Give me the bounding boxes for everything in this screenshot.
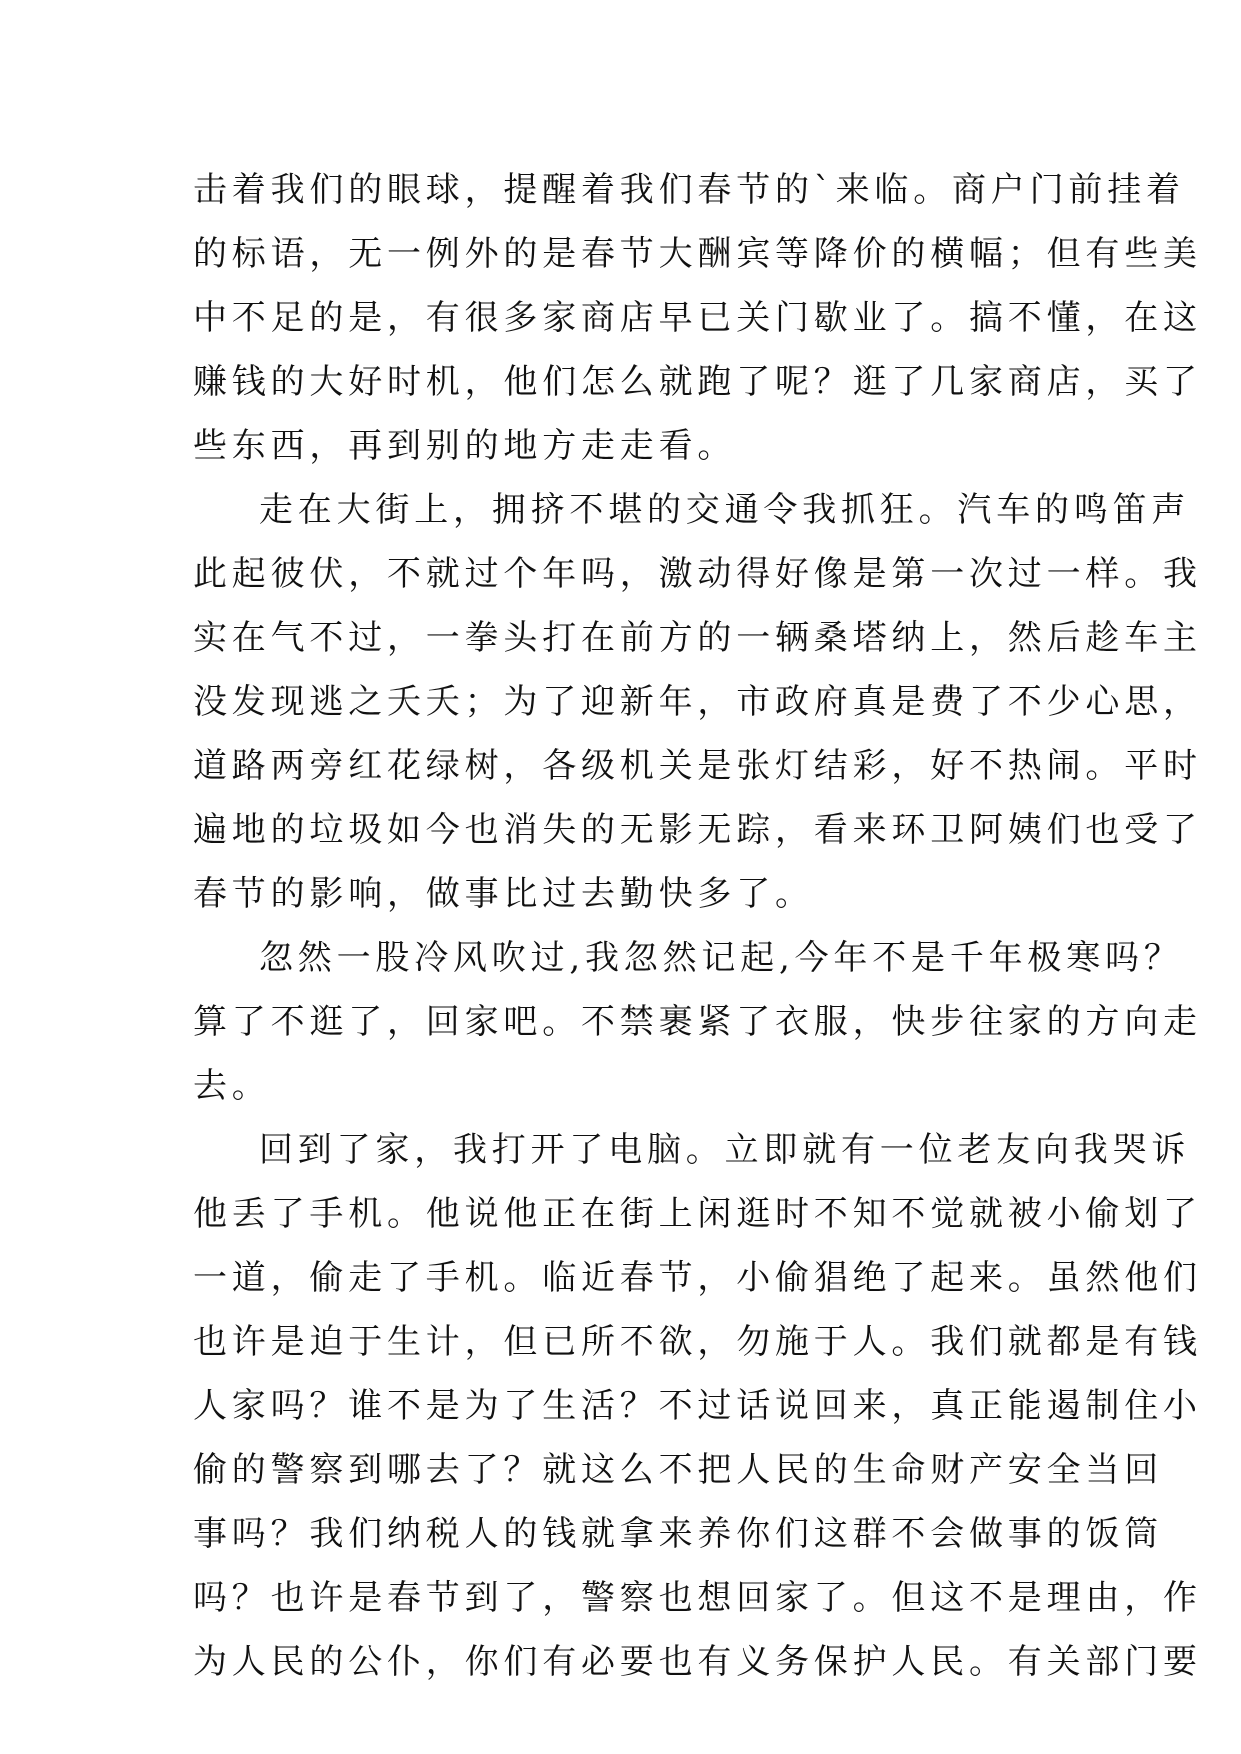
text-line: 吗？也许是春节到了，警察也想回家了。但这不是理由，作: [193, 1578, 1202, 1618]
text-line: 赚钱的大好时机，他们怎么就跑了呢？逛了几家商店，买了: [193, 362, 1202, 402]
text-line: 些东西，再到别的地方走走看。: [193, 426, 737, 466]
text-line: 事吗？我们纳税人的钱就拿来养你们这群不会做事的饭筒: [193, 1514, 1163, 1554]
paragraph-first-line: 忽然一股冷风吹过,我忽然记起,今年不是千年极寒吗？: [259, 938, 1183, 978]
text-line: 也许是迫于生计，但已所不欲，勿施于人。我们就都是有钱: [193, 1322, 1202, 1362]
text-line: 一道，偷走了手机。临近春节，小偷猖绝了起来。虽然他们: [193, 1258, 1202, 1298]
text-line: 此起彼伏，不就过个年吗，激动得好像是第一次过一样。我: [193, 554, 1202, 594]
text-line: 中不足的是，有很多家商店早已关门歇业了。搞不懂，在这: [193, 298, 1202, 338]
text-line: 的标语，无一例外的是春节大酬宾等降价的横幅；但有些美: [193, 234, 1202, 274]
text-line: 遍地的垃圾如今也消失的无影无踪，看来环卫阿姨们也受了: [193, 810, 1202, 850]
paragraph-first-line: 走在大街上，拥挤不堪的交通令我抓狂。汽车的鸣笛声: [259, 490, 1191, 530]
text-line: 人家吗？谁不是为了生活？不过话说回来，真正能遏制住小: [193, 1386, 1202, 1426]
text-line: 他丢了手机。他说他正在街上闲逛时不知不觉就被小偷划了: [193, 1194, 1202, 1234]
text-line: 实在气不过，一拳头打在前方的一辆桑塔纳上，然后趁车主: [193, 618, 1202, 658]
text-line: 击着我们的眼球，提醒着我们春节的`来临。商户门前挂着: [193, 170, 1185, 210]
text-line: 偷的警察到哪去了？就这么不把人民的生命财产安全当回: [193, 1450, 1163, 1490]
document-body: [193, 158, 1202, 1694]
text-line: 道路两旁红花绿树，各级机关是张灯结彩，好不热闹。平时: [193, 746, 1202, 786]
paragraph-first-line: 回到了家，我打开了电脑。立即就有一位老友向我哭诉: [259, 1130, 1191, 1170]
text-line: 为人民的公仆，你们有必要也有义务保护人民。有关部门要: [193, 1642, 1202, 1682]
text-line: 去。: [193, 1066, 271, 1106]
text-line: 春节的影响，做事比过去勤快多了。: [193, 874, 814, 914]
text-line: 没发现逃之夭夭；为了迎新年，市政府真是费了不少心思，: [193, 682, 1202, 722]
text-line: 算了不逛了，回家吧。不禁裹紧了衣服，快步往家的方向走: [193, 1002, 1202, 1042]
